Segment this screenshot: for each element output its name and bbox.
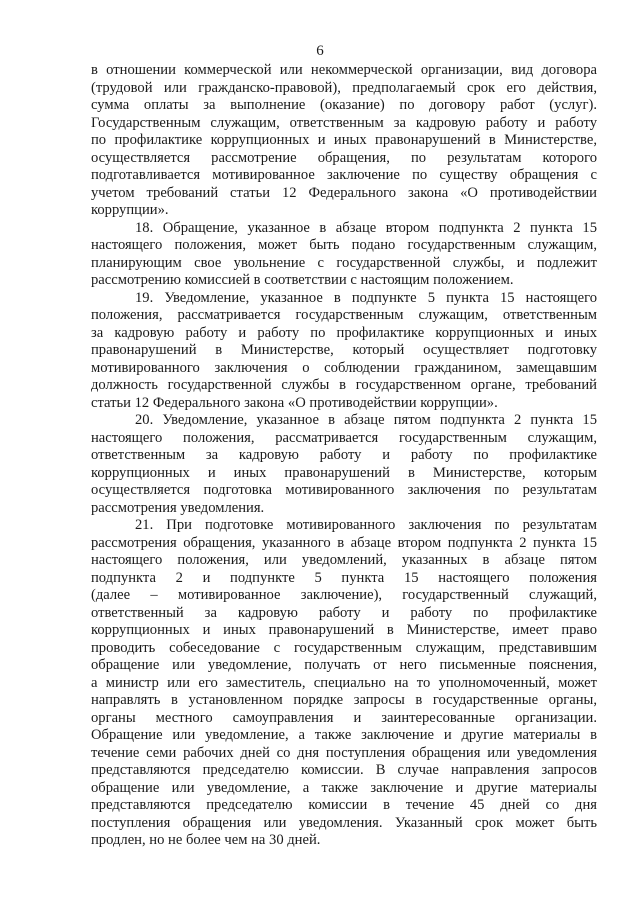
text-line: коррупционных и иных правонарушений в Министерстве, которым: [91, 464, 597, 481]
text-line: положения, рассматривается государственным служащим, ответственным: [91, 307, 597, 323]
text-line: ответственным за кадровую работу и работу по профилактике: [91, 447, 597, 463]
page-number: 6: [316, 43, 324, 59]
text-line: органы местного самоуправления и заинтересованные организации.: [91, 709, 597, 726]
text-line: рассмотрению комиссией в соответствии с настоящим положением.: [91, 272, 514, 288]
text-line: 21. При подготовке мотивированного заключения по результатам: [135, 517, 597, 533]
text-line: обращение или уведомление, получать от него письменные пояснения,: [91, 657, 597, 673]
text-line: Государственным служащим, ответственным за кадровую работу и работу: [91, 114, 597, 131]
text-line: 19. Уведомление, указанное в подпункте 5 пункта 15 настоящего: [135, 289, 597, 306]
text-line: настоящего положения, может быть подано государственным служащим,: [91, 237, 597, 253]
text-line: течение семи рабочих дней со дня поступления обращения или уведомления: [91, 744, 597, 761]
document-body: [91, 62, 597, 850]
text-line: в отношении коммерческой или некоммерческой организации, вид договора: [91, 62, 597, 78]
text-line: 20. Уведомление, указанное в абзаце пятом подпункта 2 пункта 15: [135, 412, 597, 428]
text-line: (трудовой или гражданско-правовой), предполагаемый срок его действия,: [91, 79, 597, 96]
text-line: должность государственной службы в государственном органе, требований: [91, 377, 597, 393]
text-line: настоящего положения, или уведомлений, указанных в абзаце пятом: [91, 552, 597, 568]
text-line: мотивированного заключения о соблюдении гражданином, замещавшим: [91, 359, 597, 376]
text-line: поступления обращения или уведомления. Указанный срок может быть: [91, 814, 597, 831]
text-line: представляются председателю комиссии в течение 45 дней со дня: [91, 797, 597, 813]
text-line: статьи 12 Федерального закона «О противодействии коррупции».: [91, 394, 498, 411]
text-line: осуществляется рассмотрение обращения, по результатам которого: [91, 149, 597, 166]
text-line: ответственный за кадровую работу и работу по профилактике: [91, 604, 597, 621]
text-line: направлять в установленном порядке запросы в государственные органы,: [91, 692, 597, 708]
text-line: проводить собеседование с государственным служащим, представившим: [91, 639, 597, 656]
text-line: 18. Обращение, указанное в абзаце втором подпункта 2 пункта 15: [135, 219, 597, 236]
text-line: за кадровую работу и работу по профилактике коррупционных и иных: [91, 324, 597, 341]
text-line: а министр или его заместитель, специально на то уполномоченный, может: [91, 674, 597, 691]
text-line: продлен, но не более чем на 30 дней.: [91, 832, 321, 848]
text-line: по профилактике коррупционных и иных правонарушений в Министерстве,: [91, 132, 597, 148]
text-line: (далее – мотивированное заключение), государственный служащий,: [91, 587, 597, 603]
text-line: представляются председателю комиссии. В случае направления запросов: [91, 762, 597, 778]
text-line: коррупционных и иных правонарушений в Министерстве, имеет право: [91, 622, 597, 638]
text-line: учетом требований статьи 12 Федерального закона «О противодействии: [91, 184, 597, 201]
text-line: планирующим свое увольнение с государственной службы, и подлежит: [91, 254, 597, 271]
text-line: подготавливается мотивированное заключение по существу обращения с: [91, 167, 597, 183]
text-line: обращение или уведомление, а также заключение и другие материалы: [91, 779, 597, 796]
text-line: рассмотрения уведомления.: [91, 499, 265, 516]
text-line: осуществляется подготовка мотивированного заключения по результатам: [91, 482, 597, 498]
text-line: Обращение или уведомление, а также заключение и другие материалы в: [91, 727, 597, 743]
text-line: настоящего положения, рассматривается государственным служащим,: [91, 429, 597, 446]
text-line: сумма оплаты за выполнение (оказание) по договору работ (услуг).: [91, 97, 597, 113]
text-line: правонарушений в Министерстве, который осуществляет подготовку: [91, 342, 597, 358]
text-line: рассмотрения обращения, указанного в абзаце втором подпункта 2 пункта 15: [91, 534, 597, 551]
text-line: коррупции».: [91, 202, 169, 218]
text-line: подпункта 2 и подпункте 5 пункта 15 настоящего положения: [91, 569, 597, 586]
